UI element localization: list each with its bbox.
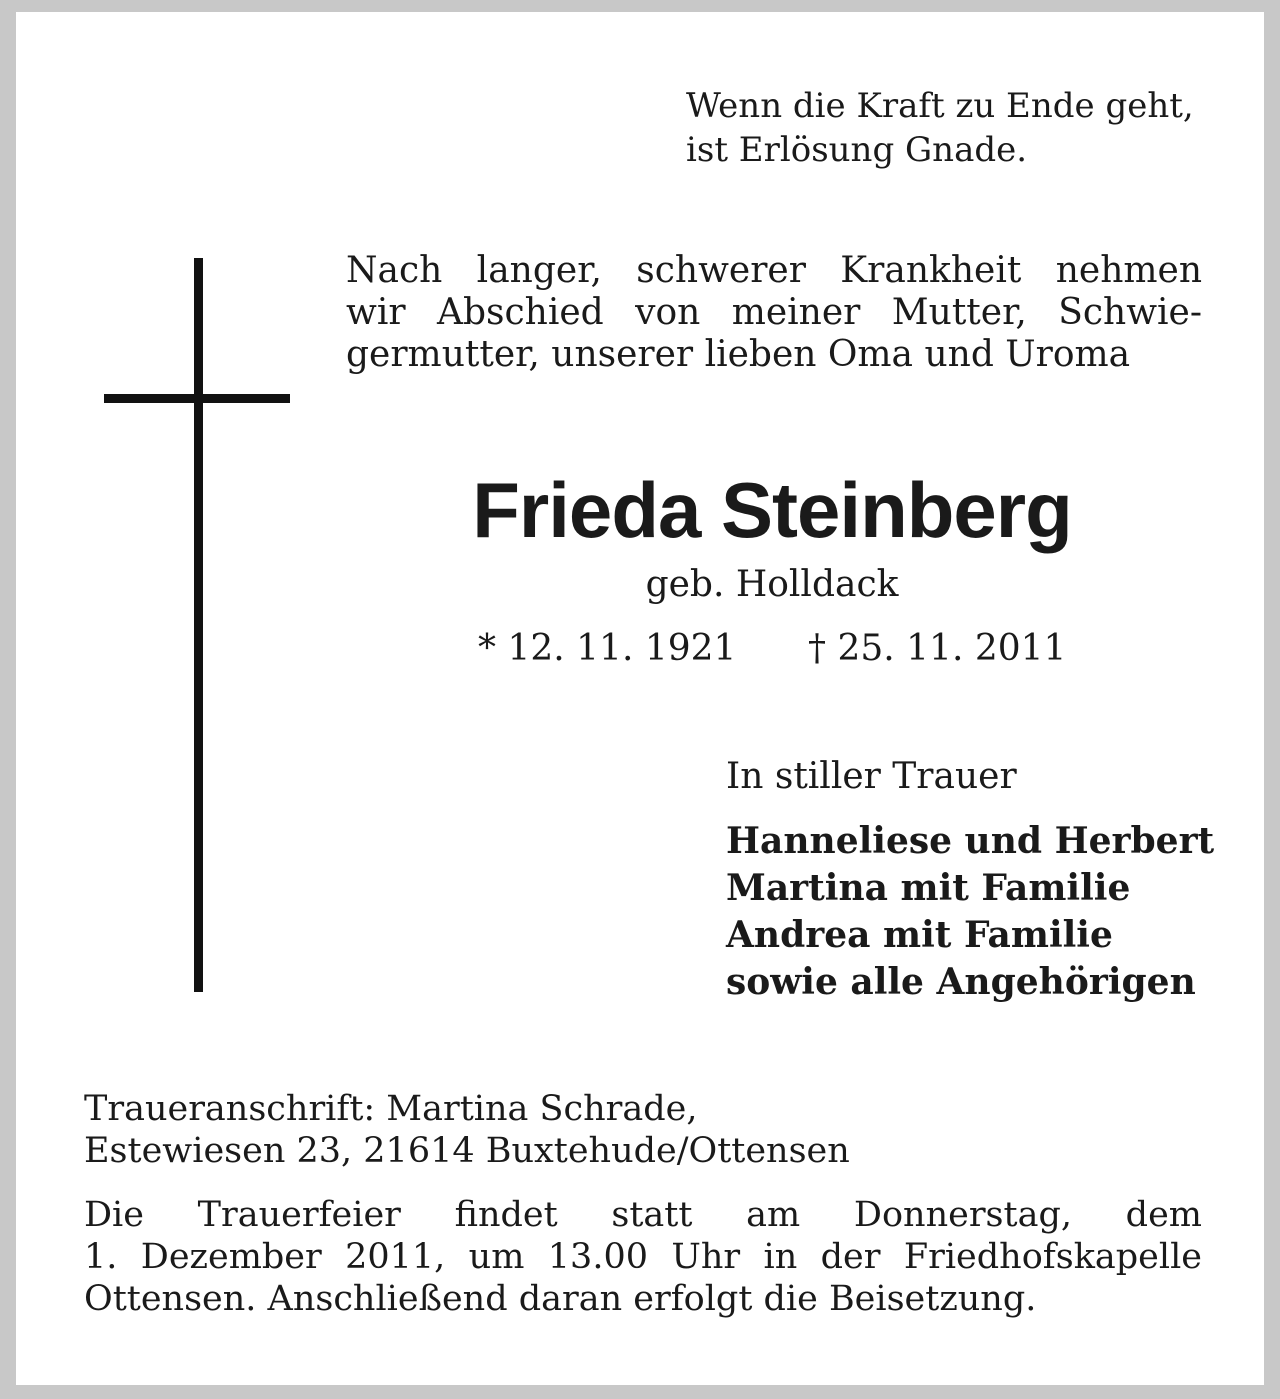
motto-quote <box>686 84 1226 172</box>
obituary-notice <box>16 12 1264 1385</box>
mourner-name: Martina mit Familie <box>726 867 1131 909</box>
ceremony-info <box>84 1194 1202 1320</box>
intro-line-2: wir Abschied von meiner Mutter, Schwie- <box>346 292 1202 333</box>
latin-cross-icon <box>104 258 294 998</box>
cross-horizontal-beam <box>104 394 290 403</box>
address-line-2: Estewiesen 23, 21614 Buxtehude/Ottensen <box>84 1131 850 1171</box>
intro-line-3: germutter, unserer lieben Oma und Uroma <box>346 334 1131 375</box>
intro-text <box>346 250 1202 376</box>
mourner-name: sowie alle Angehörigen <box>726 961 1196 1003</box>
mourner-name: Andrea mit Familie <box>726 914 1113 956</box>
mourning-address <box>84 1088 1224 1172</box>
ceremony-line-2: 1. Dezember 2011, um 13.00 Uhr in der Friedhofskapelle <box>84 1237 1202 1277</box>
address-line-1: Traueranschrift: Martina Schrade, <box>84 1089 698 1129</box>
death-date: † 25. 11. 2011 <box>808 628 1067 669</box>
maiden-name: geb. Holldack <box>645 564 899 605</box>
ceremony-line-1: Die Trauerfeier findet statt am Donnerstag, dem <box>84 1195 1202 1235</box>
ceremony-line-3: Ottensen. Anschließend daran erfolgt die Beisetzung. <box>84 1279 1037 1319</box>
birth-date: * 12. 11. 1921 <box>478 628 737 669</box>
mourners-list <box>726 818 1246 1006</box>
motto-line-1: Wenn die Kraft zu Ende geht, <box>686 86 1194 126</box>
mourning-heading: In stiller Trauer <box>726 756 1017 797</box>
cross-vertical-beam <box>194 258 203 992</box>
mourner-name: Hanneliese und Herbert <box>726 820 1215 862</box>
deceased-name: Frieda Steinberg <box>472 466 1072 554</box>
motto-line-2: ist Erlösung Gnade. <box>686 130 1028 170</box>
intro-line-1: Nach langer, schwerer Krankheit nehmen <box>346 250 1202 291</box>
